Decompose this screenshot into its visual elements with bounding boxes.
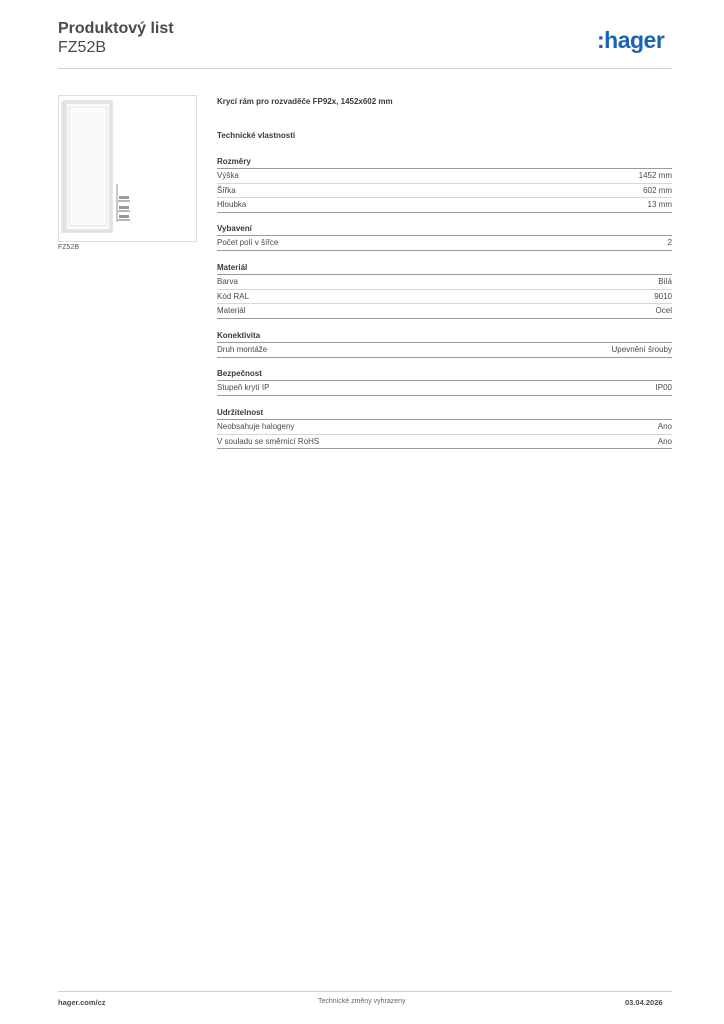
footer-date: 03.04.2026	[625, 998, 663, 1007]
row-value: Ocel	[655, 306, 672, 315]
section-title: Bezpečnost	[217, 368, 672, 381]
section-safety	[217, 368, 672, 396]
row-value: Ano	[657, 436, 672, 446]
product-code: FZ52B	[58, 39, 107, 56]
row-value: Ano	[657, 422, 672, 431]
section-title: Materiál	[217, 262, 672, 275]
section-equipment	[217, 223, 672, 251]
row-value: 2	[667, 238, 672, 247]
row-label: Počet polí v šířce	[217, 238, 279, 247]
section-connectivity	[217, 330, 672, 358]
section-title: Vybavení	[217, 223, 672, 236]
row-label: Šířka	[217, 185, 236, 195]
table-row	[217, 236, 672, 251]
product-description: Krycí rám pro rozvaděče FP92x, 1452x602 mm	[217, 97, 393, 106]
hager-logo[interactable]	[591, 26, 675, 56]
row-value: Bílá	[658, 277, 672, 286]
table-row	[217, 304, 672, 319]
table-row	[217, 343, 672, 358]
row-label: Stupeň krytí IP	[217, 383, 270, 392]
row-label: Druh montáže	[217, 345, 268, 354]
row-label: Výška	[217, 171, 239, 180]
page-title: Produktový list	[58, 20, 174, 37]
section-material	[217, 262, 672, 319]
table-row	[217, 290, 672, 305]
product-image	[58, 95, 197, 242]
row-label: Hloubka	[217, 200, 247, 209]
row-value: 9010	[654, 291, 672, 301]
technical-properties-heading: Technické vlastnosti	[217, 131, 296, 140]
section-title: Rozměry	[217, 156, 672, 169]
table-row	[217, 169, 672, 184]
table-row	[217, 275, 672, 290]
header-divider	[58, 68, 672, 69]
footer-note: Technické změny vyhrazeny	[318, 998, 406, 1005]
row-label: V souladu se směrnicí RoHS	[217, 436, 320, 446]
table-row	[217, 435, 672, 450]
section-dimensions	[217, 156, 672, 213]
footer-divider	[58, 991, 672, 992]
row-value: 1452 mm	[638, 171, 672, 180]
row-label: Neobsahuje halogeny	[217, 422, 295, 431]
row-label: Materiál	[217, 306, 246, 315]
row-label: Barva	[217, 277, 238, 286]
row-value: 602 mm	[643, 185, 672, 195]
table-row	[217, 381, 672, 396]
row-value: 13 mm	[647, 200, 672, 209]
table-row	[217, 184, 672, 199]
row-value: Upevnění šrouby	[611, 345, 672, 354]
table-row	[217, 198, 672, 213]
footer-website-link[interactable]: hager.com/cz	[58, 998, 106, 1007]
cover-frame-illustration	[59, 96, 196, 241]
section-title: Konektivita	[217, 330, 672, 343]
section-sustainability	[217, 407, 672, 449]
row-value: IP00	[655, 383, 672, 392]
section-title: Udržitelnost	[217, 407, 672, 420]
row-label: Kód RAL	[217, 291, 250, 301]
table-row	[217, 420, 672, 435]
logo-text: :hager	[597, 27, 665, 53]
image-caption: FZ52B	[58, 244, 80, 251]
